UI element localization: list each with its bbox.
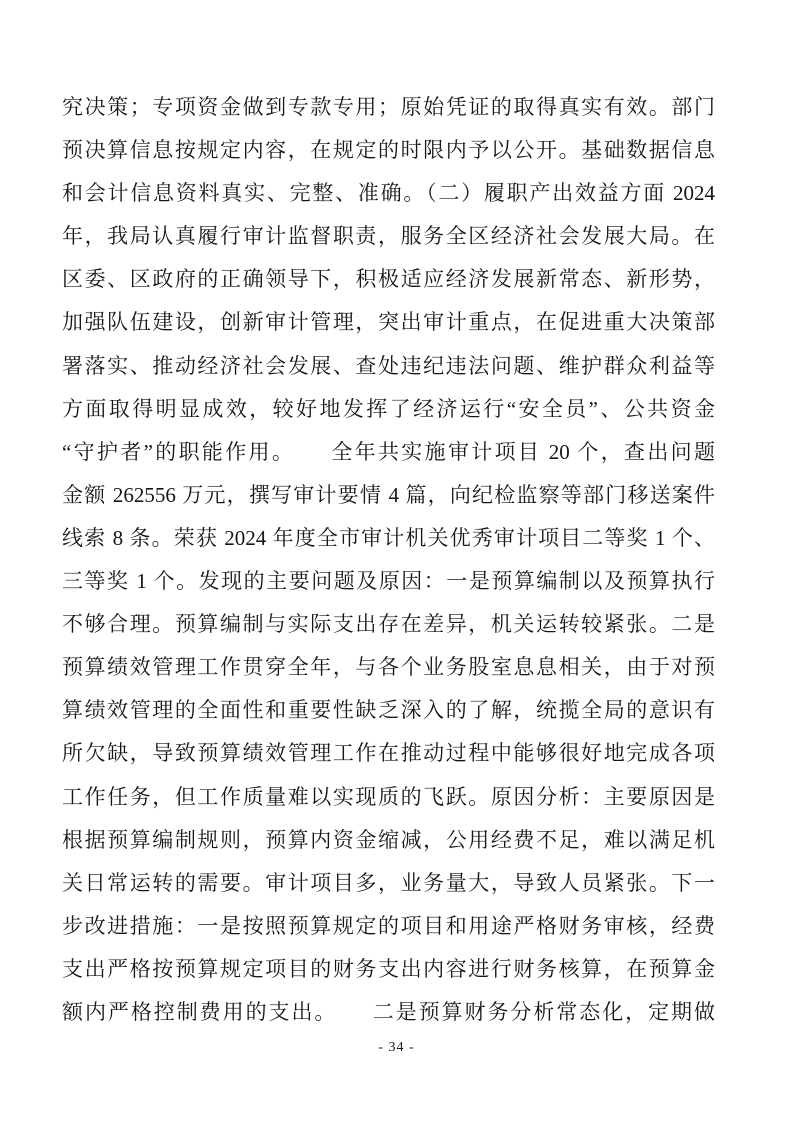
text-line: 署落实、推动经济社会发展、查处违纪违法问题、维护群众利益等 [62, 353, 715, 378]
text-line: 究决策；专项资金做到专款专用；原始凭证的取得真实有效。部门 [62, 95, 715, 119]
text-line: 工作任务，但工作质量难以实现质的飞跃。原因分析：主要原因是 [62, 784, 715, 809]
text-line: 三等奖 1 个。发现的主要问题及原因：一是预算编制以及预算执行 [62, 569, 715, 594]
text-line: 线索 8 条。荣获 2024 年度全市审计机关优秀审计项目二等奖 1 个、 [62, 525, 715, 550]
text-line: 加强队伍建设，创新审计管理，突出审计重点，在促进重大决策部 [62, 310, 715, 335]
text-line: 区委、区政府的正确领导下，积极适应经济发展新常态、新形势， [62, 267, 715, 292]
text-line: 步改进措施：一是按照预算规定的项目和用途严格财务审核，经费 [62, 913, 715, 938]
body-text-block [62, 86, 715, 1034]
text-line: 金额 262556 万元，撰写审计要情 4 篇，向纪检监察等部门移送案件 [62, 482, 715, 507]
text-line: 和会计信息资料真实、完整、准确。（二）履职产出效益方面 2024 [62, 181, 715, 206]
page-footer [0, 1038, 793, 1056]
text-line: 根据预算编制规则，预算内资金缩减，公用经费不足，难以满足机 [62, 827, 715, 852]
text-line: 关日常运转的需要。审计项目多，业务量大，导致人员紧张。下一 [62, 870, 715, 895]
page-number: - 34 - [378, 1040, 415, 1055]
text-line: 支出严格按预算规定项目的财务支出内容进行财务核算，在预算金 [62, 956, 715, 981]
text-line: 额内严格控制费用的支出。 二是预算财务分析常态化，定期做 [62, 999, 715, 1024]
text-line: 算绩效管理的全面性和重要性缺乏深入的了解，统揽全局的意识有 [62, 698, 715, 723]
text-line: “守护者”的职能作用。 全年共实施审计项目 20 个，查出问题 [62, 439, 715, 464]
text-line: 年，我局认真履行审计监督职责，服务全区经济社会发展大局。在 [62, 224, 715, 249]
text-line: 方面取得明显成效，较好地发挥了经济运行“安全员”、公共资金 [62, 396, 715, 421]
text-line: 不够合理。预算编制与实际支出存在差异，机关运转较紧张。二是 [62, 612, 715, 637]
text-line: 所欠缺，导致预算绩效管理工作在推动过程中能够很好地完成各项 [62, 741, 715, 766]
text-line: 预算绩效管理工作贯穿全年，与各个业务股室息息相关，由于对预 [62, 655, 715, 680]
text-line: 预决算信息按规定内容，在规定的时限内予以公开。基础数据信息 [62, 138, 715, 163]
